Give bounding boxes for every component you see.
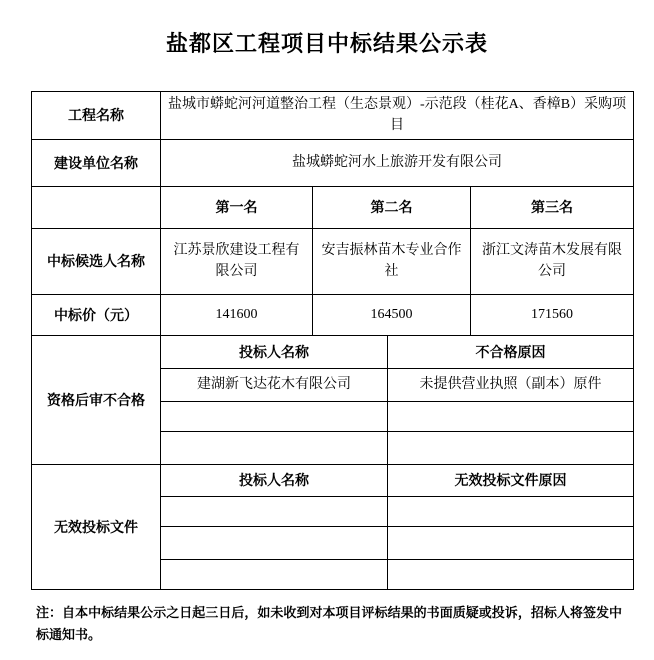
prices-row bbox=[32, 295, 634, 336]
invalid-bidder-3 bbox=[161, 560, 388, 590]
page-title: 盐都区工程项目中标结果公示表 bbox=[165, 31, 488, 56]
disqualified-reason-header: 不合格原因 bbox=[388, 336, 634, 369]
price-label: 中标价（元） bbox=[32, 295, 161, 336]
invalid-bidder-2 bbox=[161, 527, 388, 560]
candidate-name-3: 浙江文涛苗木发展有限公司 bbox=[471, 229, 634, 295]
footer-note: 注：自本中标结果公示之日起三日后，如未收到对本项目评标结果的书面质疑或投诉，招标人将签发中标通知书。 bbox=[36, 605, 622, 642]
invalid-label: 无效投标文件 bbox=[32, 465, 161, 590]
disqualified-label: 资格后审不合格 bbox=[32, 336, 161, 465]
price-3: 171560 bbox=[471, 295, 634, 336]
candidates-label: 中标候选人名称 bbox=[32, 229, 161, 295]
project-name-value: 盐城市蟒蛇河河道整治工程（生态景观）-示范段（桂花A、香樟B）采购项目 bbox=[161, 92, 634, 140]
candidates-row bbox=[32, 229, 634, 295]
project-name-label: 工程名称 bbox=[32, 92, 161, 140]
invalid-reason-3 bbox=[388, 560, 634, 590]
owner-value: 盐城蟒蛇河水上旅游开发有限公司 bbox=[161, 140, 634, 187]
rank-header-2: 第二名 bbox=[313, 187, 471, 229]
invalid-reason-header: 无效投标文件原因 bbox=[388, 465, 634, 497]
invalid-bidder-1 bbox=[161, 497, 388, 527]
invalid-reason-1 bbox=[388, 497, 634, 527]
owner-label: 建设单位名称 bbox=[32, 140, 161, 187]
candidate-name-1: 江苏景欣建设工程有限公司 bbox=[161, 229, 313, 295]
invalid-bidder-header: 投标人名称 bbox=[161, 465, 388, 497]
invalid-header-row bbox=[32, 465, 634, 497]
rank-header-empty-cell bbox=[32, 187, 161, 229]
invalid-reason-2 bbox=[388, 527, 634, 560]
disqualified-bidder-3 bbox=[161, 432, 388, 465]
rank-header-3: 第三名 bbox=[471, 187, 634, 229]
disqualified-bidder-2 bbox=[161, 402, 388, 432]
disqualified-reason-3 bbox=[388, 432, 634, 465]
disqualified-header-row bbox=[32, 336, 634, 369]
rank-header-1: 第一名 bbox=[161, 187, 313, 229]
disqualified-reason-2 bbox=[388, 402, 634, 432]
price-2: 164500 bbox=[313, 295, 471, 336]
bid-results-table bbox=[31, 91, 634, 590]
disqualified-bidder-1: 建湖新飞达花木有限公司 bbox=[161, 369, 388, 402]
price-1: 141600 bbox=[161, 295, 313, 336]
project-name-row bbox=[32, 92, 634, 140]
disqualified-bidder-header: 投标人名称 bbox=[161, 336, 388, 369]
candidate-name-2: 安吉振林苗木专业合作社 bbox=[313, 229, 471, 295]
owner-row bbox=[32, 140, 634, 187]
disqualified-reason-1: 未提供营业执照（副本）原件 bbox=[388, 369, 634, 402]
rank-header-row bbox=[32, 187, 634, 229]
